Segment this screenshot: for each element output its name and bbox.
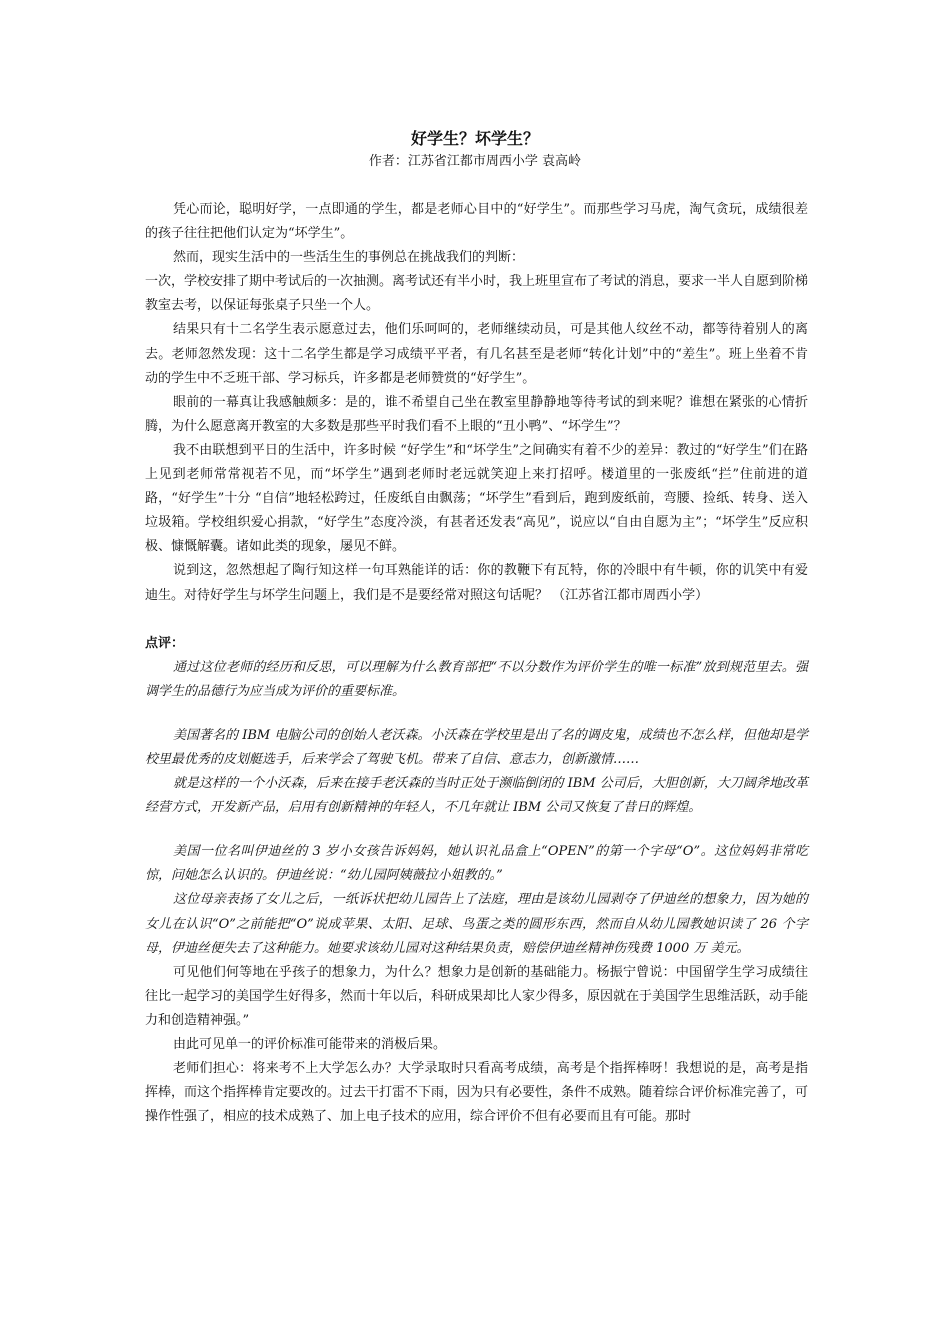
article-paragraph: 凭心而论，聪明好学，一点即通的学生，都是老师心目中的“好学生”。而那些学习马虎，淘气贪玩，成绩很差的孩子往往把他们认定为“坏学生”。 — [145, 202, 808, 242]
review-paragraph: 老师们担心：将来考不上大学怎么办？大学录取时只看高考成绩，高考是个指挥棒呀！我想说的是，高考是指挥棒，而这个指挥棒肯定要改的。过去干打雷不下雨，因为只有必要性，条件不成熟。随着综合评价标准完善了，可操作性强了，相应的技术成熟了、加上电子技术的应用，综合评价不但有必要而且有可能。那时 — [145, 1061, 809, 1125]
document-title: 好学生？坏学生？ — [410, 129, 539, 148]
review-paragraph: 由此可见单一的评价标准可能带来的消极后果。 — [173, 1037, 447, 1052]
review-italic-paragraph: 就是这样的一个小沃森，后来在接手老沃森的当时正处于濒临倒闭的 IBM 公司后，大胆创新，大刀阔斧地改革经营方式，开发新产品，启用有创新精神的年轻人，不几年就让 IBM 公司又恢复了昔日的辉煌。 — [145, 776, 808, 816]
review-italic-paragraph: 美国著名的 IBM 电脑公司的创始人老沃森。小沃森在学校里是出了名的调皮鬼，成绩也不怎么样，但他却是学校里最优秀的皮划艇选手，后来学会了驾驶飞机。带来了自信、意志力，创新激情…… — [145, 727, 808, 767]
article-paragraph: 一次，学校安排了期中考试后的一次抽测。离考试还有半小时，我上班里宣布了考试的消息，要求一半人自愿到阶梯教室去考，以保证每张桌子只坐一个人。 — [145, 274, 809, 314]
article-paragraph: 结果只有十二名学生表示愿意过去，他们乐呵呵的，老师继续动员，可是其他人纹丝不动，都等待着别人的离去。老师忽然发现：这十二名学生都是学习成绩平平者，有几名甚至是老师“转化计划”中的“差生”。班上坐着不肯动的学生中不乏班干部、学习标兵，许多都是老师赞赏的“好学生”。 — [145, 322, 808, 386]
article-paragraph: 我不由联想到平日的生活中，许多时候 “好学生”和“坏学生”之间确实有着不少的差异：教过的“好学生”们在路上见到老师常常视若不见，而“坏学生”遇到老师时老远就笑迎上来打招呼。楼道里的一张废纸“拦”住前进的道路，“好学生”十分 “自信”地轻松跨过，任废纸自由飘荡；“坏学生”看到后，跑到废纸前，弯腰、捡纸、转身、送入垃圾箱。学校组织爱心捐款，“好学生”态度冷淡，有甚者还发表“高见”，说应以“自由自愿为主”；“坏学生”反应积极、慷慨解囊。诸如此类的现象，屡见不鲜。 — [145, 442, 808, 555]
review-italic-paragraph: 这位母亲表扬了女儿之后，一纸诉状把幼儿园告上了法庭，理由是该幼儿园剥夺了伊迪丝的想象力，因为她的女儿在认识“O”之前能把“O”说成苹果、太阳、足球、鸟蛋之类的圆形东西，然而自从幼儿园教她识读了 26 个字母，伊迪丝便失去了这种能力。她要求该幼儿园对这种结果负责，赔偿伊迪丝精神伤残费 1000 万 美元。 — [145, 892, 808, 956]
article-paragraph: 眼前的一幕真让我感触颇多：是的，谁不希望自己坐在教室里静静地等待考试的到来呢？谁想在紧张的心情折腾，为什么愿意离开教室的大多数是那些平时我们看不上眼的“丑小鸭”、“坏学生”？ — [145, 394, 808, 434]
review-paragraph: 可见他们何等地在乎孩子的想象力，为什么？想象力是创新的基础能力。杨振宁曾说：中国留学生学习成绩往往比一起学习的美国学生好得多，然而十年以后，科研成果却比人家少得多，原因就在于美国学生思维活跃，动手能力和创造精神强。” — [145, 964, 809, 1028]
article-body — [145, 198, 808, 1129]
document-author: 作者：江苏省江都市周西小学 袁高岭 — [368, 154, 582, 169]
article-paragraph: 然而，现实生活中的一些活生生的事例总在挑战我们的判断： — [173, 250, 525, 266]
review-italic-paragraph: 通过这位老师的经历和反思，可以理解为什么教育部把“不以分数作为评价学生的唯一标准”放到规范里去。强调学生的品德行为应当成为评价的重要标准。 — [145, 659, 808, 699]
review-heading: 点评： — [145, 635, 185, 651]
article-paragraph: 说到这，忽然想起了陶行知这样一句耳熟能详的话：你的教鞭下有瓦特，你的冷眼中有牛顿，你的讥笑中有爱迪生。对待好学生与坏学生问题上，我们是不是要经常对照这句话呢？ （江苏省江都市周西小学） — [145, 563, 808, 603]
review-italic-paragraph: 美国一位名叫伊迪丝的 3 岁小女孩告诉妈妈，她认识礼品盒上“OPEN”的第一个字母“O”。这位妈妈非常吃惊，问她怎么认识的。伊迪丝说：“幼儿园阿姨薇拉小姐教的。” — [145, 844, 808, 884]
